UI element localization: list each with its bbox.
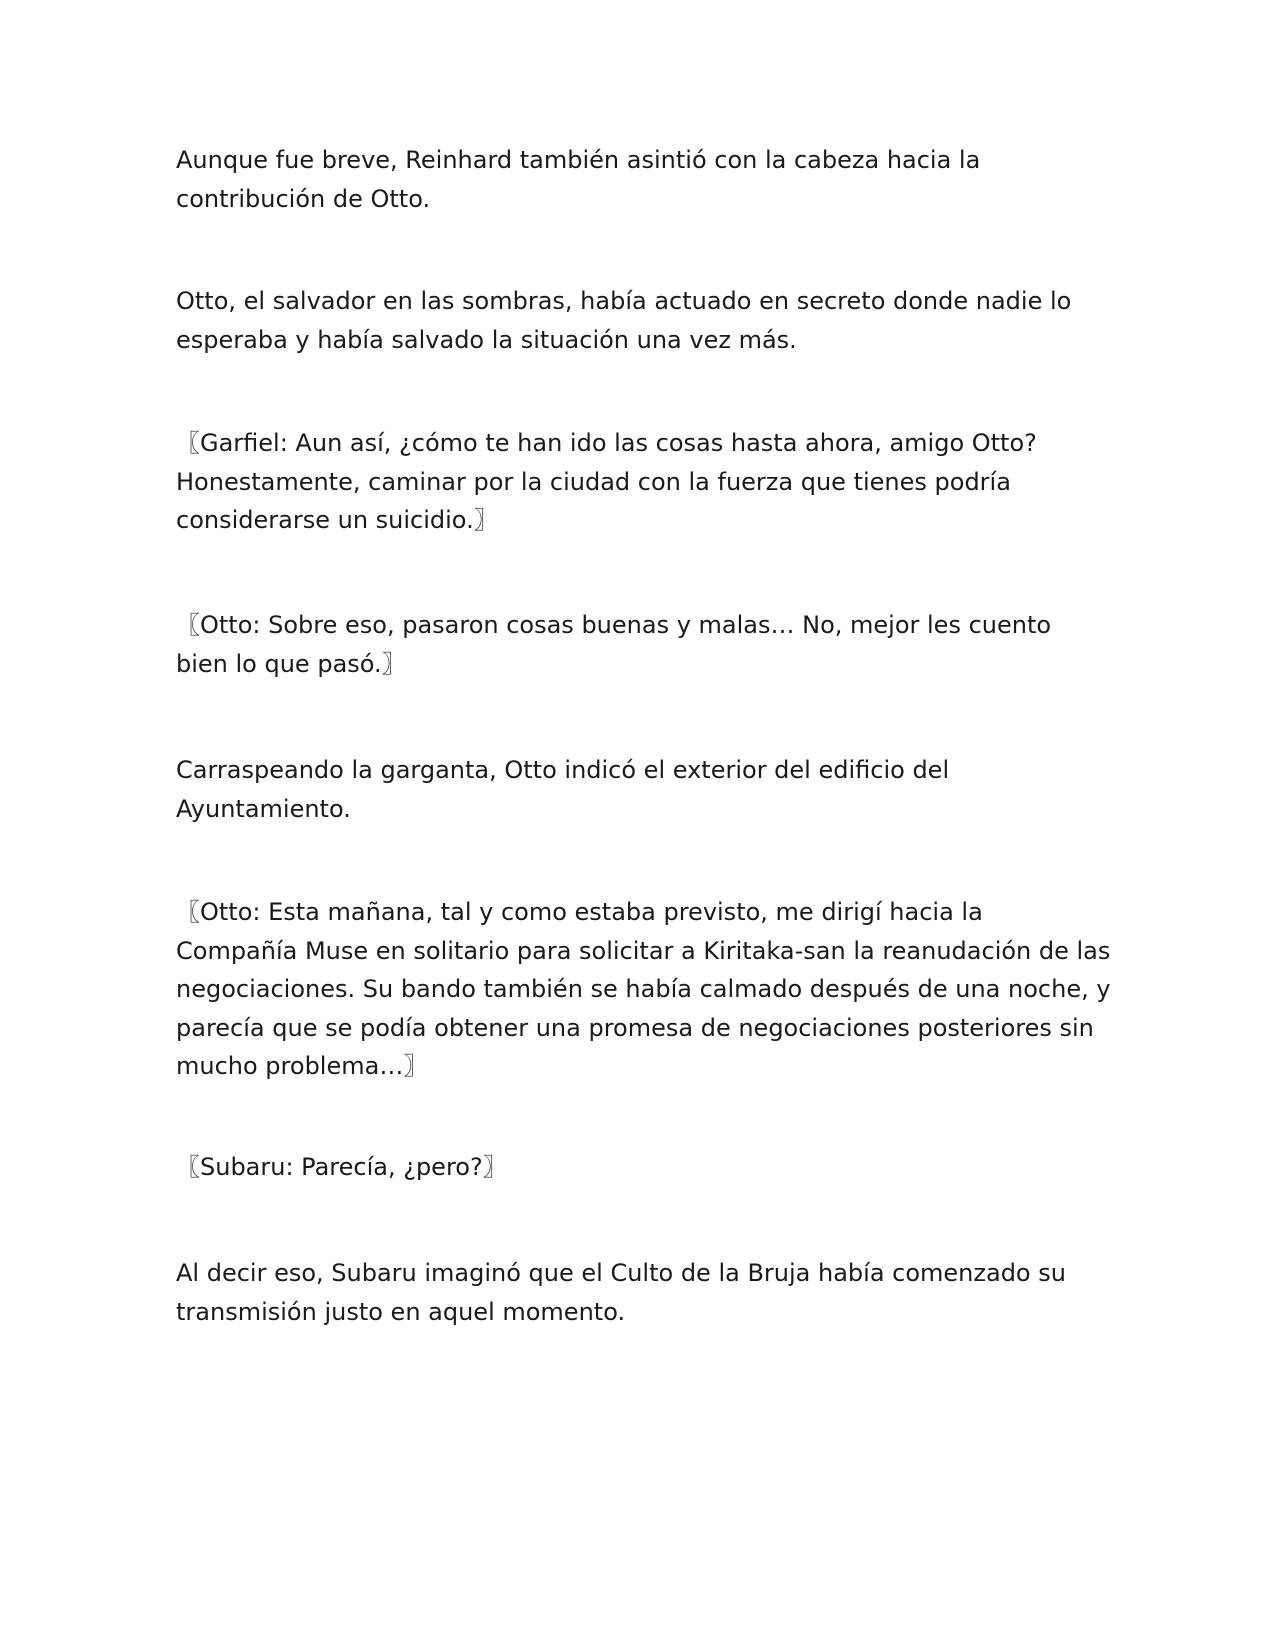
paragraph-dialogue-otto-2: [176, 893, 1116, 1086]
text-line: Compañía Muse en solitario para solicitar a Kiritaka-san la reanudación de las: [176, 936, 1111, 965]
text-line: contribución de Otto.: [176, 184, 431, 213]
paragraph-dialogue-garfiel: [176, 424, 1116, 540]
text-line: Honestamente, caminar por la ciudad con la fuerza que tienes podría: [176, 467, 1011, 496]
paragraph-dialogue-otto-1: [176, 606, 1116, 683]
text-line: 〖Subaru: Parecía, ¿pero?〗: [176, 1153, 507, 1181]
text-line: negociaciones. Su bando también se había calmado después de una noche, y: [176, 975, 1111, 1003]
text-line: 〖Otto: Esta mañana, tal y como estaba previsto, me dirigí hacia la: [176, 898, 983, 926]
text-line: Al decir eso, Subaru imaginó que el Culto de la Bruja había comenzado su: [176, 1259, 1066, 1287]
text-line: transmisión justo en aquel momento.: [176, 1297, 626, 1326]
paragraph-narration-2: [176, 282, 1116, 359]
paragraph-narration-1: [176, 141, 1116, 218]
text-line: 〖Otto: Sobre eso, pasaron cosas buenas y malas… No, mejor les cuento: [176, 611, 1052, 639]
text-line: Ayuntamiento.: [176, 794, 351, 823]
paragraph-narration-3: [176, 751, 1116, 828]
text-line: Otto, el salvador en las sombras, había actuado en secreto donde nadie lo: [176, 287, 1072, 315]
text-line: esperaba y había salvado la situación una vez más.: [176, 325, 797, 354]
text-line: mucho problema…〗: [176, 1052, 428, 1080]
text-line: bien lo que pasó.〗: [176, 649, 406, 678]
text-line: Aunque fue breve, Reinhard también asintió con la cabeza hacia la: [176, 146, 981, 174]
text-line: 〖Garfiel: Aun así, ¿cómo te han ido las cosas hasta ahora, amigo Otto?: [176, 429, 1037, 457]
text-line: Carraspeando la garganta, Otto indicó el exterior del edificio del: [176, 756, 950, 784]
text-line: parecía que se podía obtener una promesa de negociaciones posteriores sin: [176, 1013, 1094, 1042]
paragraph-dialogue-subaru: [176, 1148, 1116, 1187]
text-line: considerarse un suicidio.〗: [176, 506, 498, 534]
paragraph-narration-4: [176, 1254, 1116, 1331]
